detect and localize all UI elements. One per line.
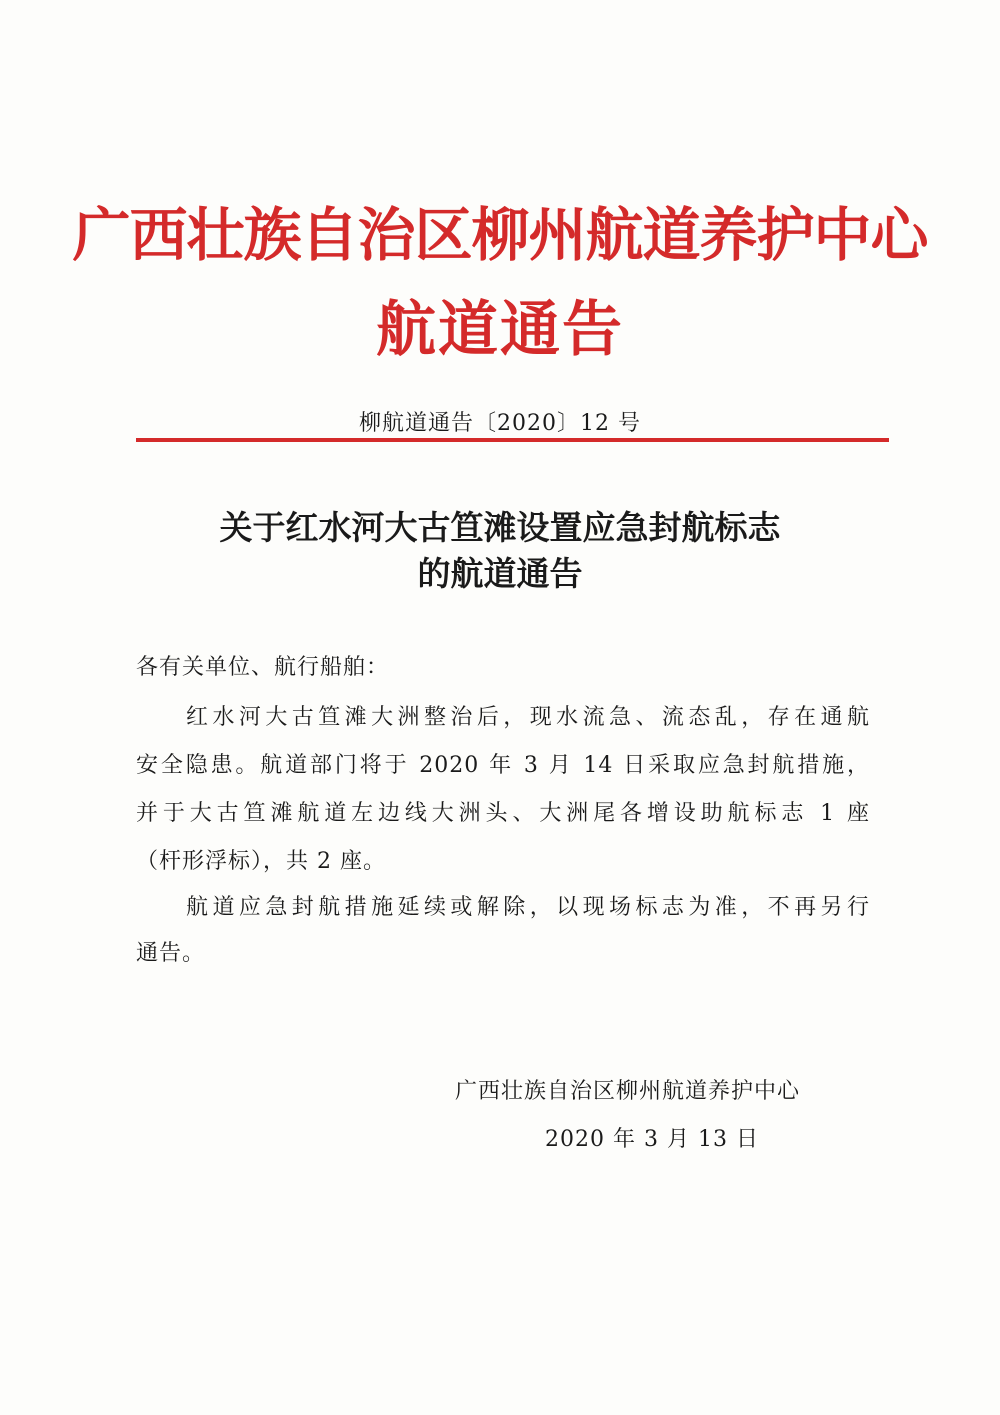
paragraph-1-line-3: 并于大古笪滩航道左边线大洲头、大洲尾各增设助航标志 1 座 <box>136 801 870 826</box>
paragraph-2-line-2: 通告。 <box>136 941 206 966</box>
paragraph-1-line-1: 红水河大古笪滩大洲整治后，现水流急、流态乱，存在通航 <box>186 705 870 730</box>
signature-date: 2020 年 3 月 13 日 <box>545 1127 759 1152</box>
document-type-title: 航道通告 <box>376 295 624 365</box>
red-divider-line <box>136 438 889 442</box>
signature-organization: 广西壮族自治区柳州航道养护中心 <box>455 1079 801 1104</box>
notice-title-line-2: 的航道通告 <box>417 554 583 593</box>
document-number: 柳航道通告〔2020〕12 号 <box>359 411 641 436</box>
paragraph-1-line-4: （杆形浮标），共 2 座。 <box>136 849 386 874</box>
paragraph-2-line-1: 航道应急封航措施延续或解除，以现场标志为准，不再另行 <box>186 895 870 920</box>
issuer-name: 广西壮族自治区柳州航道养护中心 <box>72 201 928 269</box>
paragraph-1-line-2: 安全隐患。航道部门将于 2020 年 3 月 14 日采取应急封航措施， <box>136 753 870 778</box>
salutation: 各有关单位、航行船舶： <box>136 655 390 680</box>
notice-title-line-1: 关于红水河大古笪滩设置应急封航标志 <box>219 508 781 547</box>
